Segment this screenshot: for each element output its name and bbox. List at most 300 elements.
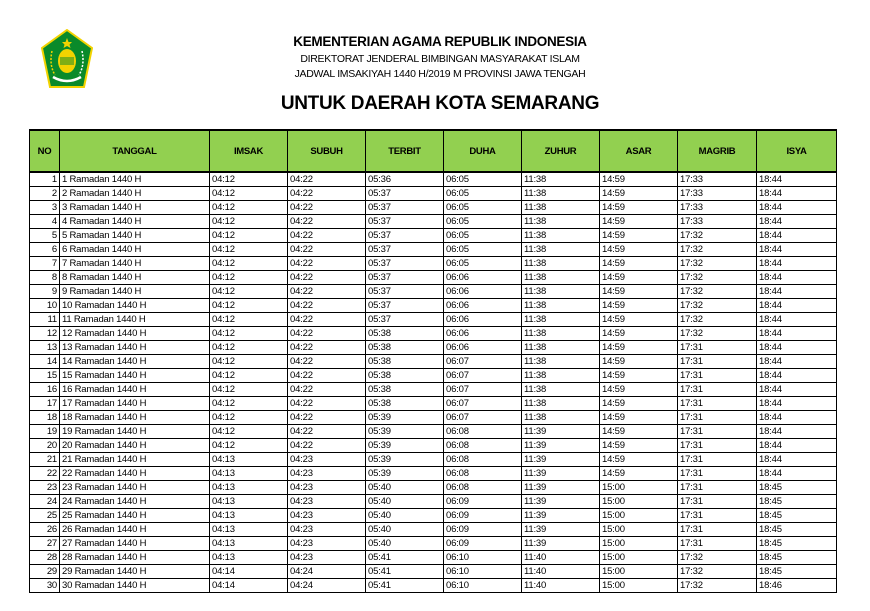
- cell-zuhur: 11:38: [522, 369, 600, 383]
- cell-subuh: 04:22: [288, 257, 366, 271]
- cell-zuhur: 11:38: [522, 327, 600, 341]
- cell-asar: 14:59: [600, 172, 678, 187]
- table-row: [30, 257, 837, 271]
- cell-asar: 15:00: [600, 537, 678, 551]
- cell-imsak: 04:14: [210, 565, 288, 579]
- cell-zuhur: 11:38: [522, 187, 600, 201]
- cell-duha: 06:05: [444, 243, 522, 257]
- cell-duha: 06:08: [444, 425, 522, 439]
- cell-asar: 14:59: [600, 467, 678, 481]
- kemenag-logo-icon: [41, 29, 93, 89]
- table-row: [30, 467, 837, 481]
- cell-magrib: 17:33: [678, 201, 757, 215]
- cell-imsak: 04:12: [210, 299, 288, 313]
- cell-zuhur: 11:38: [522, 411, 600, 425]
- cell-no: 24: [30, 495, 60, 509]
- cell-tanggal: 4 Ramadan 1440 H: [60, 215, 210, 229]
- cell-imsak: 04:12: [210, 243, 288, 257]
- cell-zuhur: 11:39: [522, 523, 600, 537]
- cell-zuhur: 11:38: [522, 201, 600, 215]
- cell-imsak: 04:13: [210, 551, 288, 565]
- directorate-title: DIREKTORAT JENDERAL BIMBINGAN MASYARAKAT ISLAM: [300, 53, 580, 65]
- column-header-no: NO: [30, 130, 60, 172]
- cell-terbit: 05:37: [366, 285, 444, 299]
- cell-terbit: 05:39: [366, 453, 444, 467]
- cell-isya: 18:44: [757, 313, 837, 327]
- cell-imsak: 04:12: [210, 369, 288, 383]
- cell-magrib: 17:31: [678, 453, 757, 467]
- cell-subuh: 04:24: [288, 565, 366, 579]
- cell-terbit: 05:37: [366, 243, 444, 257]
- cell-duha: 06:06: [444, 313, 522, 327]
- cell-magrib: 17:32: [678, 285, 757, 299]
- cell-subuh: 04:23: [288, 551, 366, 565]
- cell-duha: 06:08: [444, 467, 522, 481]
- cell-terbit: 05:38: [366, 397, 444, 411]
- cell-magrib: 17:31: [678, 439, 757, 453]
- table-row: [30, 481, 837, 495]
- column-header-asar: ASAR: [600, 130, 678, 172]
- cell-terbit: 05:37: [366, 187, 444, 201]
- cell-tanggal: 10 Ramadan 1440 H: [60, 299, 210, 313]
- cell-tanggal: 19 Ramadan 1440 H: [60, 425, 210, 439]
- cell-duha: 06:05: [444, 172, 522, 187]
- cell-isya: 18:44: [757, 299, 837, 313]
- cell-duha: 06:08: [444, 453, 522, 467]
- cell-asar: 14:59: [600, 355, 678, 369]
- cell-magrib: 17:32: [678, 229, 757, 243]
- cell-duha: 06:09: [444, 495, 522, 509]
- cell-no: 22: [30, 467, 60, 481]
- cell-asar: 15:00: [600, 565, 678, 579]
- cell-magrib: 17:31: [678, 467, 757, 481]
- cell-tanggal: 8 Ramadan 1440 H: [60, 271, 210, 285]
- cell-subuh: 04:24: [288, 579, 366, 593]
- cell-subuh: 04:22: [288, 425, 366, 439]
- cell-terbit: 05:37: [366, 271, 444, 285]
- table-row: [30, 453, 837, 467]
- cell-tanggal: 18 Ramadan 1440 H: [60, 411, 210, 425]
- cell-terbit: 05:38: [366, 341, 444, 355]
- table-row: [30, 313, 837, 327]
- cell-asar: 14:59: [600, 327, 678, 341]
- cell-terbit: 05:37: [366, 229, 444, 243]
- cell-no: 26: [30, 523, 60, 537]
- cell-zuhur: 11:38: [522, 285, 600, 299]
- table-header-row: [30, 130, 837, 172]
- cell-magrib: 17:31: [678, 481, 757, 495]
- cell-terbit: 05:40: [366, 523, 444, 537]
- cell-terbit: 05:39: [366, 411, 444, 425]
- cell-duha: 06:09: [444, 509, 522, 523]
- cell-asar: 14:59: [600, 215, 678, 229]
- cell-terbit: 05:40: [366, 509, 444, 523]
- cell-duha: 06:07: [444, 397, 522, 411]
- table-row: [30, 425, 837, 439]
- cell-magrib: 17:33: [678, 187, 757, 201]
- cell-terbit: 05:41: [366, 579, 444, 593]
- imsakiyah-table: [29, 129, 837, 593]
- cell-terbit: 05:37: [366, 257, 444, 271]
- cell-terbit: 05:38: [366, 355, 444, 369]
- cell-terbit: 05:40: [366, 481, 444, 495]
- cell-zuhur: 11:40: [522, 565, 600, 579]
- cell-duha: 06:07: [444, 369, 522, 383]
- cell-imsak: 04:12: [210, 355, 288, 369]
- cell-subuh: 04:22: [288, 411, 366, 425]
- cell-no: 18: [30, 411, 60, 425]
- cell-tanggal: 1 Ramadan 1440 H: [60, 172, 210, 187]
- cell-tanggal: 17 Ramadan 1440 H: [60, 397, 210, 411]
- cell-duha: 06:09: [444, 537, 522, 551]
- cell-imsak: 04:12: [210, 327, 288, 341]
- cell-asar: 15:00: [600, 551, 678, 565]
- cell-zuhur: 11:39: [522, 509, 600, 523]
- cell-subuh: 04:22: [288, 271, 366, 285]
- table-row: [30, 383, 837, 397]
- cell-duha: 06:06: [444, 271, 522, 285]
- cell-terbit: 05:41: [366, 565, 444, 579]
- cell-duha: 06:07: [444, 355, 522, 369]
- cell-duha: 06:10: [444, 565, 522, 579]
- cell-asar: 14:59: [600, 439, 678, 453]
- cell-asar: 15:00: [600, 481, 678, 495]
- cell-asar: 15:00: [600, 579, 678, 593]
- cell-asar: 15:00: [600, 509, 678, 523]
- table-row: [30, 439, 837, 453]
- cell-asar: 14:59: [600, 257, 678, 271]
- cell-subuh: 04:22: [288, 299, 366, 313]
- cell-imsak: 04:12: [210, 341, 288, 355]
- cell-tanggal: 23 Ramadan 1440 H: [60, 481, 210, 495]
- cell-isya: 18:44: [757, 187, 837, 201]
- cell-asar: 14:59: [600, 397, 678, 411]
- cell-terbit: 05:40: [366, 537, 444, 551]
- cell-subuh: 04:22: [288, 355, 366, 369]
- column-header-tanggal: TANGGAL: [60, 130, 210, 172]
- cell-isya: 18:45: [757, 481, 837, 495]
- table-row: [30, 551, 837, 565]
- cell-imsak: 04:13: [210, 467, 288, 481]
- cell-subuh: 04:22: [288, 187, 366, 201]
- cell-magrib: 17:33: [678, 215, 757, 229]
- table-row: [30, 565, 837, 579]
- cell-imsak: 04:12: [210, 187, 288, 201]
- cell-zuhur: 11:39: [522, 495, 600, 509]
- cell-duha: 06:05: [444, 201, 522, 215]
- cell-imsak: 04:12: [210, 201, 288, 215]
- cell-isya: 18:45: [757, 495, 837, 509]
- cell-zuhur: 11:38: [522, 383, 600, 397]
- cell-imsak: 04:12: [210, 172, 288, 187]
- cell-imsak: 04:13: [210, 509, 288, 523]
- cell-subuh: 04:22: [288, 369, 366, 383]
- cell-subuh: 04:22: [288, 172, 366, 187]
- table-row: [30, 243, 837, 257]
- cell-isya: 18:44: [757, 257, 837, 271]
- cell-magrib: 17:31: [678, 383, 757, 397]
- cell-isya: 18:44: [757, 439, 837, 453]
- cell-subuh: 04:22: [288, 243, 366, 257]
- cell-imsak: 04:12: [210, 257, 288, 271]
- cell-imsak: 04:12: [210, 313, 288, 327]
- cell-tanggal: 24 Ramadan 1440 H: [60, 495, 210, 509]
- cell-magrib: 17:31: [678, 341, 757, 355]
- cell-asar: 14:59: [600, 313, 678, 327]
- cell-terbit: 05:39: [366, 467, 444, 481]
- table-row: [30, 397, 837, 411]
- cell-no: 5: [30, 229, 60, 243]
- cell-zuhur: 11:38: [522, 215, 600, 229]
- cell-asar: 14:59: [600, 271, 678, 285]
- table-row: [30, 172, 837, 187]
- cell-isya: 18:45: [757, 509, 837, 523]
- cell-tanggal: 3 Ramadan 1440 H: [60, 201, 210, 215]
- cell-zuhur: 11:38: [522, 243, 600, 257]
- cell-duha: 06:06: [444, 285, 522, 299]
- cell-tanggal: 15 Ramadan 1440 H: [60, 369, 210, 383]
- cell-tanggal: 27 Ramadan 1440 H: [60, 537, 210, 551]
- cell-isya: 18:44: [757, 215, 837, 229]
- cell-no: 10: [30, 299, 60, 313]
- cell-imsak: 04:12: [210, 271, 288, 285]
- cell-imsak: 04:12: [210, 425, 288, 439]
- cell-imsak: 04:13: [210, 523, 288, 537]
- cell-no: 14: [30, 355, 60, 369]
- cell-zuhur: 11:40: [522, 579, 600, 593]
- column-header-zuhur: ZUHUR: [522, 130, 600, 172]
- cell-duha: 06:10: [444, 551, 522, 565]
- cell-isya: 18:44: [757, 425, 837, 439]
- cell-magrib: 17:33: [678, 172, 757, 187]
- cell-asar: 15:00: [600, 523, 678, 537]
- cell-tanggal: 25 Ramadan 1440 H: [60, 509, 210, 523]
- cell-tanggal: 5 Ramadan 1440 H: [60, 229, 210, 243]
- cell-subuh: 04:22: [288, 229, 366, 243]
- table-row: [30, 187, 837, 201]
- cell-duha: 06:06: [444, 327, 522, 341]
- cell-zuhur: 11:38: [522, 341, 600, 355]
- cell-asar: 14:59: [600, 341, 678, 355]
- cell-duha: 06:08: [444, 481, 522, 495]
- cell-magrib: 17:31: [678, 509, 757, 523]
- cell-subuh: 04:22: [288, 397, 366, 411]
- cell-isya: 18:44: [757, 397, 837, 411]
- cell-no: 29: [30, 565, 60, 579]
- cell-terbit: 05:40: [366, 495, 444, 509]
- column-header-duha: DUHA: [444, 130, 522, 172]
- cell-zuhur: 11:39: [522, 467, 600, 481]
- table-row: [30, 341, 837, 355]
- cell-tanggal: 9 Ramadan 1440 H: [60, 285, 210, 299]
- cell-magrib: 17:31: [678, 495, 757, 509]
- cell-magrib: 17:31: [678, 537, 757, 551]
- table-row: [30, 299, 837, 313]
- cell-terbit: 05:38: [366, 383, 444, 397]
- cell-magrib: 17:31: [678, 411, 757, 425]
- column-header-subuh: SUBUH: [288, 130, 366, 172]
- cell-imsak: 04:12: [210, 215, 288, 229]
- cell-asar: 14:59: [600, 299, 678, 313]
- cell-tanggal: 12 Ramadan 1440 H: [60, 327, 210, 341]
- cell-magrib: 17:32: [678, 299, 757, 313]
- cell-terbit: 05:37: [366, 313, 444, 327]
- cell-tanggal: 7 Ramadan 1440 H: [60, 257, 210, 271]
- cell-tanggal: 13 Ramadan 1440 H: [60, 341, 210, 355]
- cell-duha: 06:09: [444, 523, 522, 537]
- cell-subuh: 04:22: [288, 341, 366, 355]
- cell-zuhur: 11:40: [522, 551, 600, 565]
- cell-subuh: 04:22: [288, 327, 366, 341]
- cell-magrib: 17:31: [678, 355, 757, 369]
- region-title: UNTUK DAERAH KOTA SEMARANG: [280, 93, 600, 114]
- cell-asar: 14:59: [600, 425, 678, 439]
- cell-zuhur: 11:39: [522, 453, 600, 467]
- cell-isya: 18:44: [757, 327, 837, 341]
- cell-magrib: 17:32: [678, 313, 757, 327]
- cell-imsak: 04:12: [210, 285, 288, 299]
- cell-isya: 18:45: [757, 537, 837, 551]
- table-row: [30, 229, 837, 243]
- cell-zuhur: 11:39: [522, 439, 600, 453]
- cell-isya: 18:44: [757, 243, 837, 257]
- cell-terbit: 05:38: [366, 369, 444, 383]
- cell-terbit: 05:39: [366, 425, 444, 439]
- cell-no: 1: [30, 172, 60, 187]
- cell-magrib: 17:32: [678, 579, 757, 593]
- cell-subuh: 04:22: [288, 313, 366, 327]
- cell-no: 8: [30, 271, 60, 285]
- cell-no: 21: [30, 453, 60, 467]
- cell-no: 3: [30, 201, 60, 215]
- cell-subuh: 04:22: [288, 285, 366, 299]
- cell-magrib: 17:32: [678, 327, 757, 341]
- cell-no: 11: [30, 313, 60, 327]
- cell-asar: 14:59: [600, 383, 678, 397]
- table-row: [30, 495, 837, 509]
- cell-isya: 18:44: [757, 271, 837, 285]
- cell-tanggal: 20 Ramadan 1440 H: [60, 439, 210, 453]
- cell-subuh: 04:23: [288, 495, 366, 509]
- cell-imsak: 04:12: [210, 411, 288, 425]
- cell-imsak: 04:13: [210, 453, 288, 467]
- cell-no: 12: [30, 327, 60, 341]
- cell-no: 7: [30, 257, 60, 271]
- cell-subuh: 04:23: [288, 509, 366, 523]
- cell-asar: 14:59: [600, 411, 678, 425]
- cell-subuh: 04:22: [288, 215, 366, 229]
- cell-imsak: 04:12: [210, 439, 288, 453]
- cell-magrib: 17:32: [678, 243, 757, 257]
- cell-zuhur: 11:38: [522, 397, 600, 411]
- cell-duha: 06:10: [444, 579, 522, 593]
- table-row: [30, 579, 837, 593]
- cell-zuhur: 11:39: [522, 481, 600, 495]
- cell-duha: 06:05: [444, 215, 522, 229]
- cell-no: 13: [30, 341, 60, 355]
- cell-tanggal: 28 Ramadan 1440 H: [60, 551, 210, 565]
- cell-zuhur: 11:38: [522, 271, 600, 285]
- cell-imsak: 04:12: [210, 383, 288, 397]
- cell-magrib: 17:31: [678, 397, 757, 411]
- cell-zuhur: 11:38: [522, 313, 600, 327]
- cell-no: 17: [30, 397, 60, 411]
- cell-duha: 06:06: [444, 341, 522, 355]
- cell-no: 15: [30, 369, 60, 383]
- cell-no: 2: [30, 187, 60, 201]
- cell-subuh: 04:23: [288, 523, 366, 537]
- cell-isya: 18:44: [757, 453, 837, 467]
- cell-terbit: 05:39: [366, 439, 444, 453]
- cell-isya: 18:46: [757, 579, 837, 593]
- cell-magrib: 17:32: [678, 257, 757, 271]
- table-row: [30, 215, 837, 229]
- cell-isya: 18:44: [757, 201, 837, 215]
- cell-magrib: 17:31: [678, 369, 757, 383]
- cell-magrib: 17:31: [678, 523, 757, 537]
- table-row: [30, 411, 837, 425]
- cell-isya: 18:44: [757, 383, 837, 397]
- column-header-isya: ISYA: [757, 130, 837, 172]
- cell-no: 16: [30, 383, 60, 397]
- cell-isya: 18:44: [757, 341, 837, 355]
- cell-tanggal: 29 Ramadan 1440 H: [60, 565, 210, 579]
- cell-terbit: 05:37: [366, 299, 444, 313]
- cell-subuh: 04:23: [288, 453, 366, 467]
- cell-no: 27: [30, 537, 60, 551]
- cell-tanggal: 30 Ramadan 1440 H: [60, 579, 210, 593]
- cell-tanggal: 2 Ramadan 1440 H: [60, 187, 210, 201]
- cell-duha: 06:07: [444, 411, 522, 425]
- cell-isya: 18:44: [757, 467, 837, 481]
- cell-no: 28: [30, 551, 60, 565]
- cell-asar: 15:00: [600, 495, 678, 509]
- cell-zuhur: 11:38: [522, 299, 600, 313]
- cell-magrib: 17:31: [678, 425, 757, 439]
- column-header-terbit: TERBIT: [366, 130, 444, 172]
- cell-terbit: 05:41: [366, 551, 444, 565]
- cell-duha: 06:07: [444, 383, 522, 397]
- schedule-title: JADWAL IMSAKIYAH 1440 H/2019 M PROVINSI JAWA TENGAH: [294, 68, 586, 80]
- cell-asar: 14:59: [600, 369, 678, 383]
- cell-terbit: 05:37: [366, 215, 444, 229]
- cell-magrib: 17:32: [678, 271, 757, 285]
- cell-no: 19: [30, 425, 60, 439]
- cell-isya: 18:44: [757, 355, 837, 369]
- table-row: [30, 509, 837, 523]
- cell-no: 23: [30, 481, 60, 495]
- cell-duha: 06:05: [444, 229, 522, 243]
- cell-no: 9: [30, 285, 60, 299]
- cell-no: 25: [30, 509, 60, 523]
- table-row: [30, 327, 837, 341]
- cell-tanggal: 14 Ramadan 1440 H: [60, 355, 210, 369]
- cell-subuh: 04:23: [288, 481, 366, 495]
- cell-subuh: 04:23: [288, 537, 366, 551]
- cell-magrib: 17:32: [678, 551, 757, 565]
- cell-imsak: 04:13: [210, 537, 288, 551]
- column-header-imsak: IMSAK: [210, 130, 288, 172]
- cell-imsak: 04:14: [210, 579, 288, 593]
- cell-subuh: 04:22: [288, 201, 366, 215]
- column-header-magrib: MAGRIB: [678, 130, 757, 172]
- cell-tanggal: 11 Ramadan 1440 H: [60, 313, 210, 327]
- cell-duha: 06:08: [444, 439, 522, 453]
- cell-duha: 06:06: [444, 299, 522, 313]
- cell-isya: 18:44: [757, 172, 837, 187]
- cell-zuhur: 11:39: [522, 537, 600, 551]
- cell-imsak: 04:13: [210, 495, 288, 509]
